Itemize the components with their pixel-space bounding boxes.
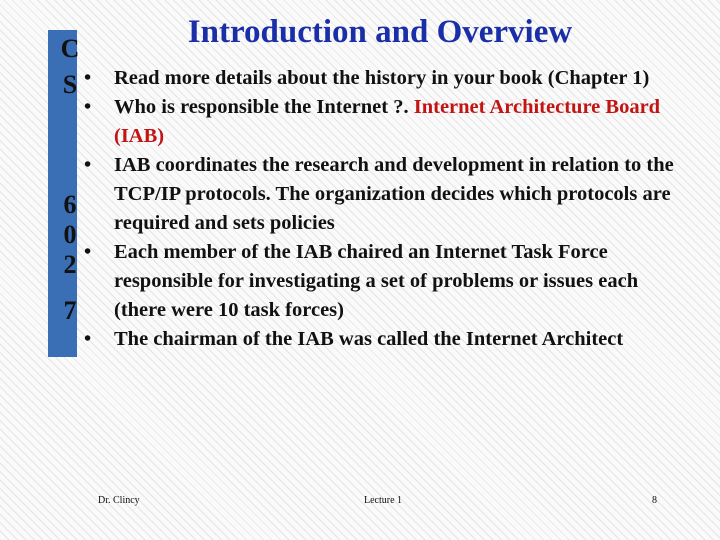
bullet-item — [80, 93, 690, 151]
course-code-char: 6 — [63, 190, 77, 219]
bullet-item — [80, 325, 690, 354]
slide-title: Introduction and Overview — [187, 14, 573, 50]
course-code-char: S — [62, 70, 78, 99]
footer-author: Dr. Clincy — [98, 495, 140, 506]
bullet-dot: • — [84, 67, 92, 89]
course-code-char: C — [60, 34, 80, 63]
footer-lecture: Lecture 1 — [364, 495, 403, 506]
bullet-dot: • — [84, 96, 92, 118]
bullet-text: Who is responsible the Internet ?. — [114, 96, 409, 118]
bullet-text: The chairman of the IAB was called the Internet Architect — [114, 328, 624, 350]
bullet-list — [80, 64, 690, 354]
bullet-dot: • — [84, 241, 92, 263]
bullet-item — [80, 238, 690, 325]
bullet-text: Read more details about the history in your book (Chapter 1) — [114, 67, 650, 89]
bullet-item — [80, 151, 690, 238]
bullet-text: IAB coordinates the research and development in relation to the TCP/IP protocols. The organization decides which protocols are required and sets policies — [114, 154, 674, 234]
course-code-char: 2 — [63, 250, 77, 279]
bullet-dot: • — [84, 154, 92, 176]
bullet-text: Each member of the IAB chaired an Internet Task Force responsible for investigating a set of problems or issues each (there were 10 task forces) — [114, 241, 639, 321]
footer-page-number: 8 — [652, 495, 657, 506]
bullet-highlight-text: Internet Architecture Board (IAB) — [114, 96, 661, 147]
bullet-dot: • — [84, 328, 92, 350]
course-code-char: 7 — [63, 296, 77, 325]
bullet-item — [80, 64, 690, 93]
course-code-char: 0 — [63, 220, 77, 249]
